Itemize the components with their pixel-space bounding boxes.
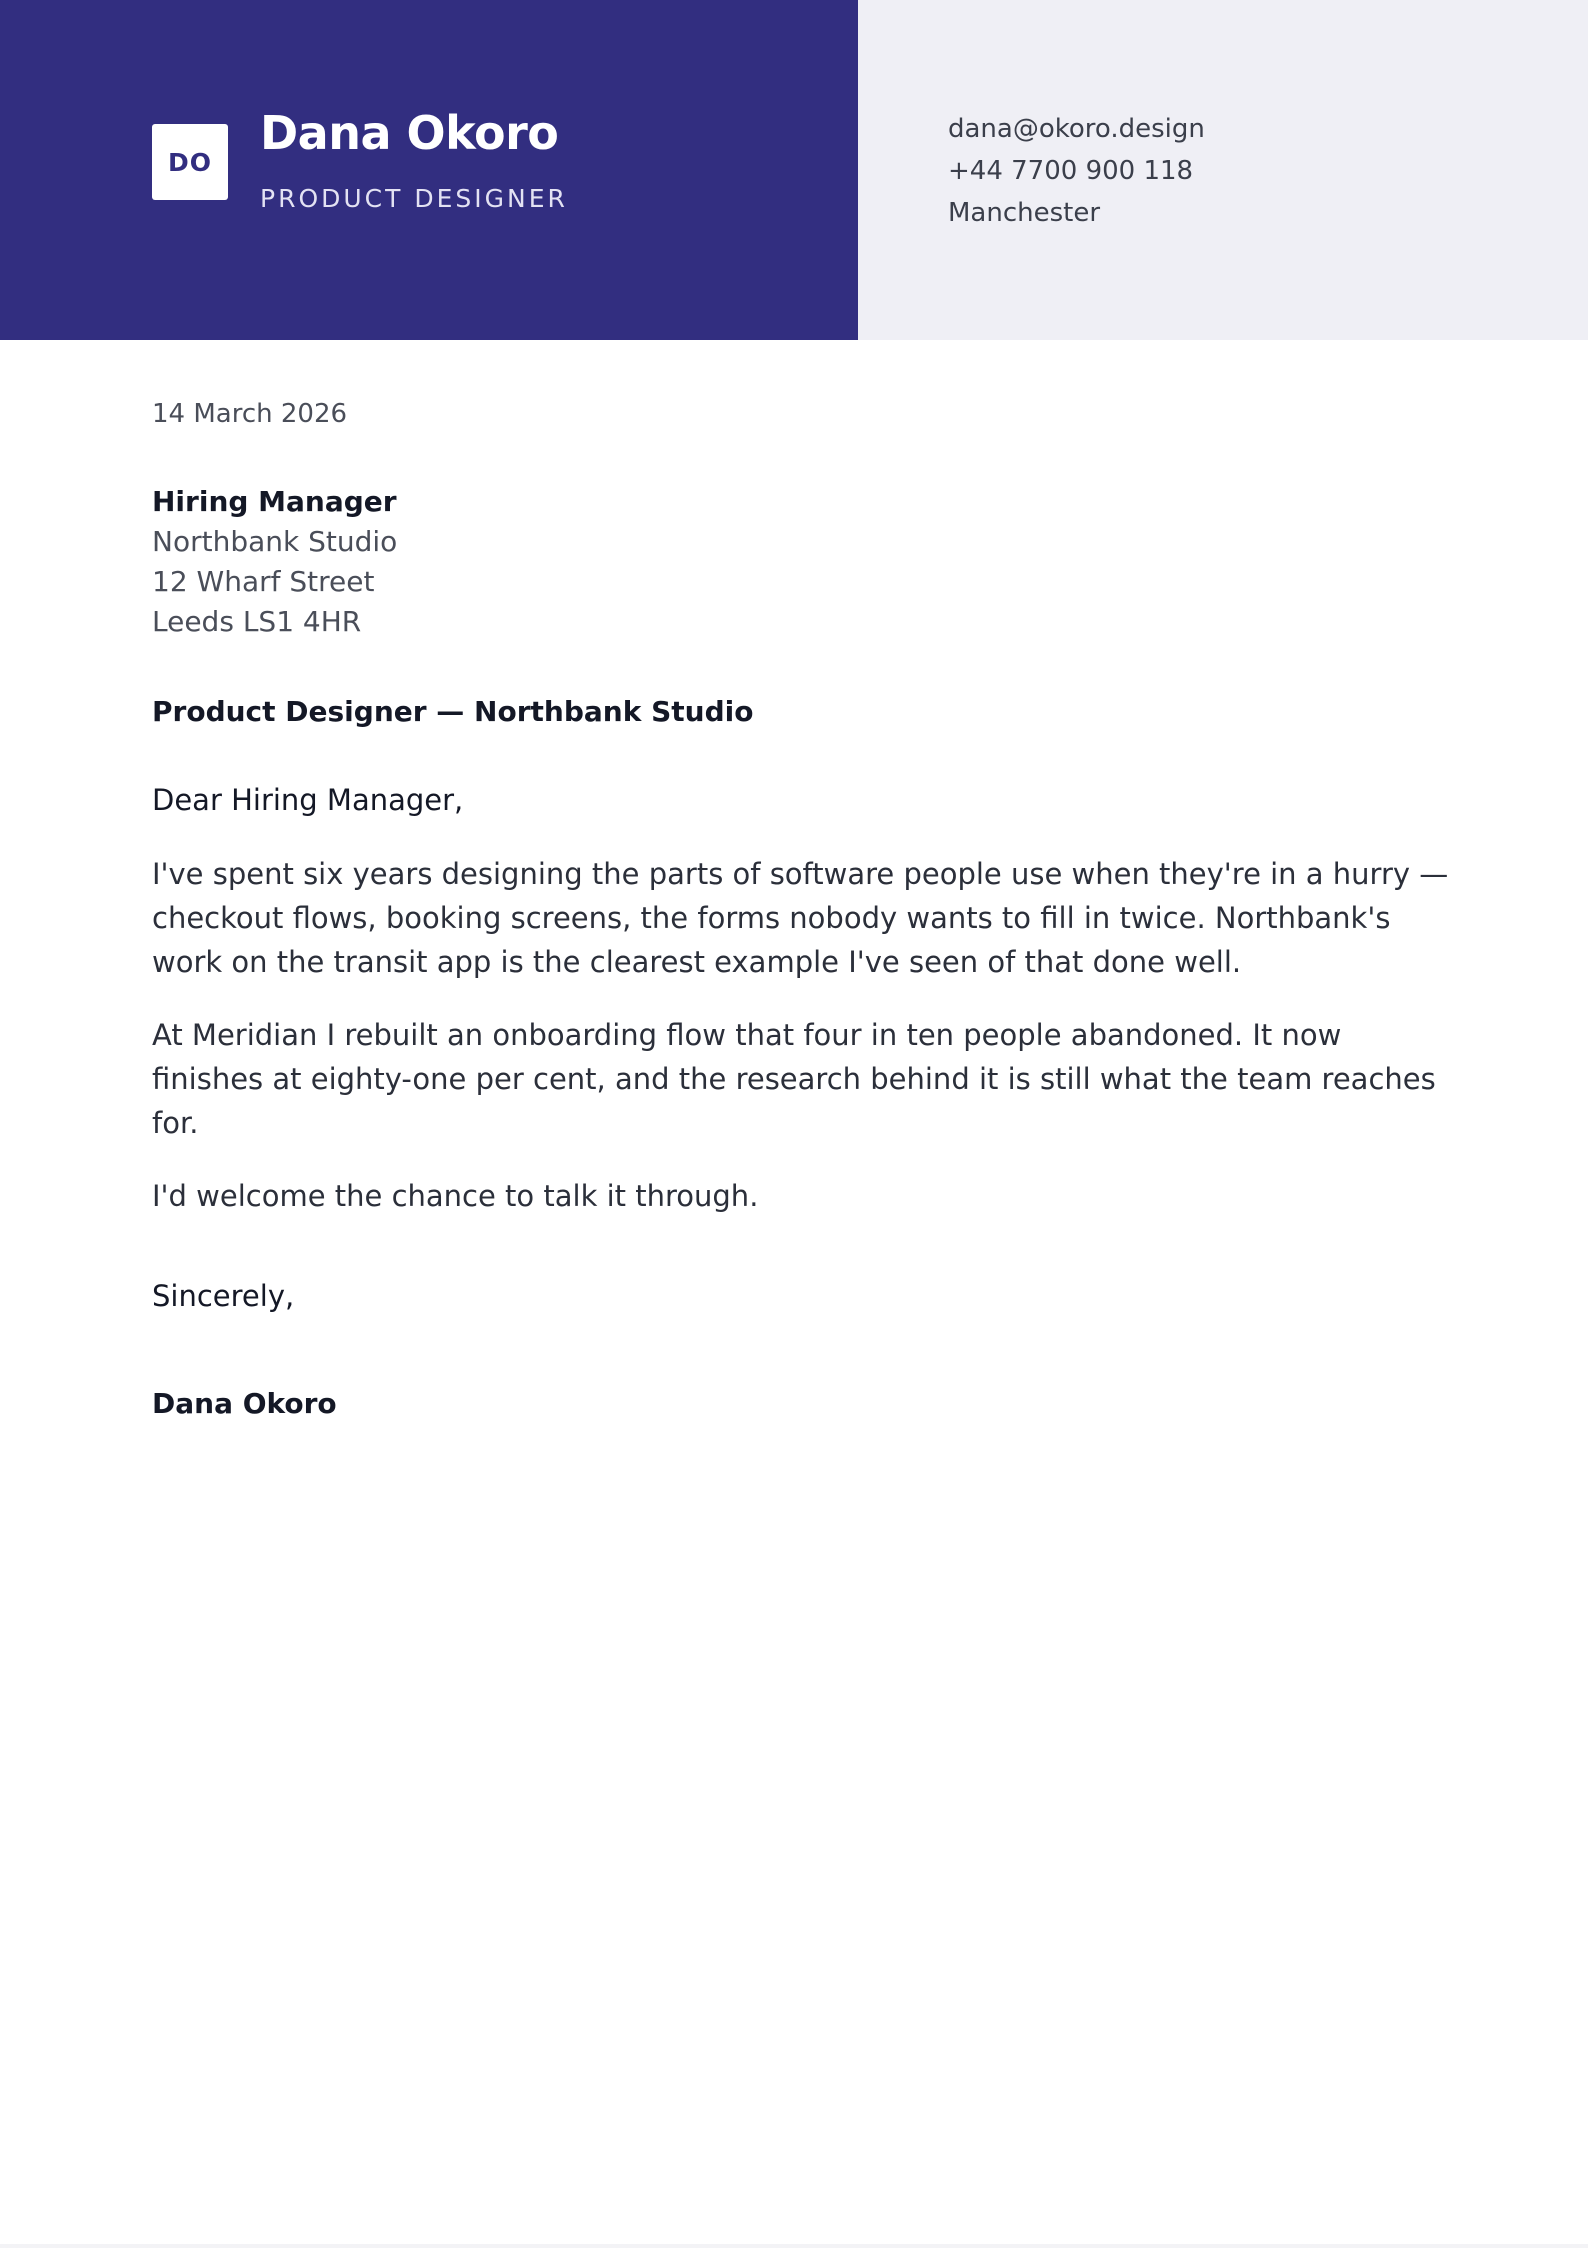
body-paragraph: I'd welcome the chance to talk it through. bbox=[152, 1179, 759, 1213]
letter-date: 14 March 2026 bbox=[152, 399, 348, 429]
body-paragraph: I've spent six years designing the parts of software people use when they're in a hurry — checkout flows, booking screens, the forms nobody wants to fill in twice. Northbank's work on the transit app is the clearest example I've seen of that done well. bbox=[152, 857, 1449, 979]
letter-signoff: Sincerely, bbox=[152, 1279, 295, 1313]
letterhead bbox=[0, 0, 1588, 340]
body-paragraph: At Meridian I rebuilt an onboarding flow that four in ten people abandoned. It now finishes at eighty-one per cent, and the research behind it is still what the team reaches for. bbox=[152, 1018, 1436, 1140]
letter-signature: Dana Okoro bbox=[152, 1387, 337, 1420]
contact-email: dana@okoro.design bbox=[948, 114, 1205, 144]
recipient-name: Hiring Manager bbox=[152, 485, 397, 518]
contact-phone: +44 7700 900 118 bbox=[948, 156, 1194, 186]
letter-subject: Product Designer — Northbank Studio bbox=[152, 695, 754, 728]
contact-location: Manchester bbox=[948, 198, 1101, 228]
monogram-badge: DO bbox=[152, 124, 228, 200]
sender-role: PRODUCT DESIGNER bbox=[260, 184, 568, 213]
letter-greeting: Dear Hiring Manager, bbox=[152, 783, 464, 817]
contact-details bbox=[948, 108, 1205, 234]
letterhead-brand-band bbox=[0, 0, 858, 340]
recipient-company: Northbank Studio bbox=[152, 525, 398, 558]
sender-name: Dana Okoro bbox=[260, 106, 559, 160]
recipient-address bbox=[152, 482, 397, 642]
recipient-street: 12 Wharf Street bbox=[152, 565, 375, 598]
recipient-city: Leeds LS1 4HR bbox=[152, 605, 362, 638]
